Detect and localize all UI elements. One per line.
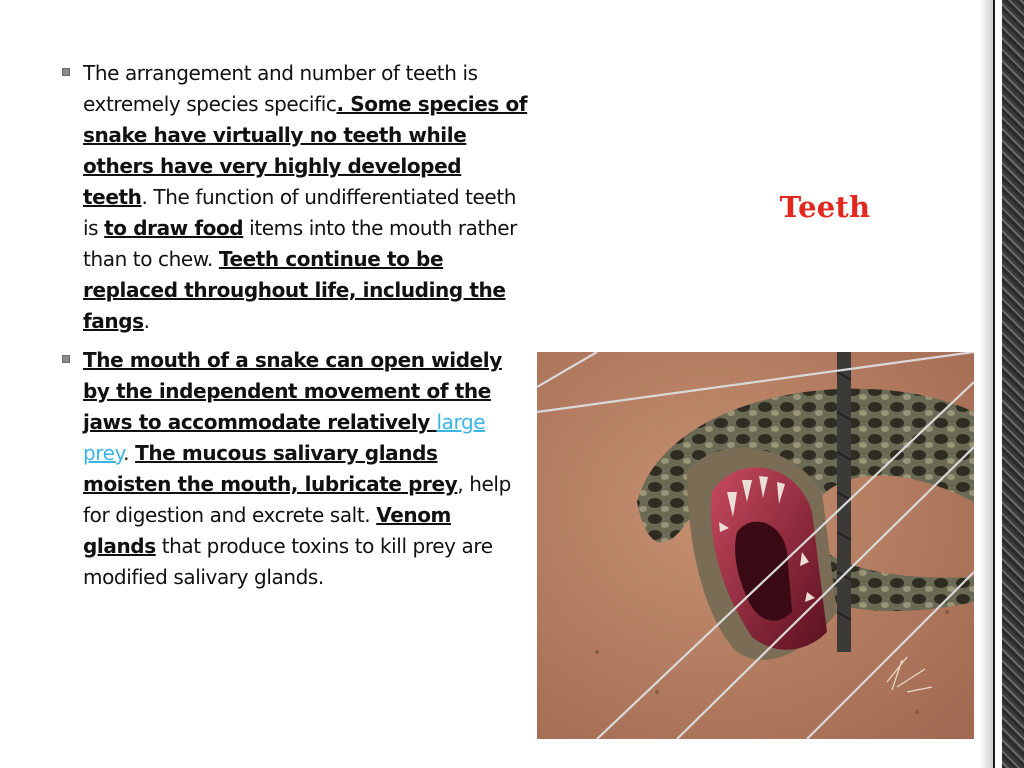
bullet-text-emphasis: Venom glands — [83, 503, 451, 558]
bullet-text-emphasis: Teeth continue to be replaced throughout life, including the fangs — [83, 247, 506, 333]
bullet-text-segment: that produce toxins to kill prey are modified salivary glands. — [83, 534, 493, 589]
bullet-text-segment: . The function of undifferentiated teeth is — [83, 185, 517, 240]
large-prey-link[interactable]: large prey — [83, 410, 486, 465]
bullet-text-segment: , help for digestion and excrete salt. — [83, 472, 511, 527]
bullet-text-segment: . — [143, 309, 150, 333]
slide-title: Teeth — [779, 190, 871, 224]
decorative-side-border — [980, 0, 1024, 768]
slide-body — [58, 58, 528, 601]
square-bullet-icon — [62, 68, 70, 76]
bullet-text-emphasis: to draw food — [104, 216, 244, 240]
bullet-text-segment: . — [123, 441, 136, 465]
bullet-text-segment: items into the mouth rather than to chew. — [83, 216, 517, 271]
bullet-text-segment: The arrangement and number of teeth is extremely species specific — [83, 61, 478, 116]
bullet-item — [58, 58, 528, 337]
bullet-item — [58, 345, 528, 593]
bullet-text-emphasis: The mouth of a snake can open widely by the independent movement of the jaws to accommodate relatively — [83, 348, 502, 434]
bullet-text-emphasis: . Some species of snake have virtually no teeth while others have very highly developed teeth — [83, 92, 528, 209]
square-bullet-icon — [62, 355, 70, 363]
bullet-list — [58, 58, 528, 593]
bullet-text-emphasis: The mucous salivary glands moisten the mouth, lubricate prey — [83, 441, 458, 496]
snake-photo — [537, 352, 974, 739]
